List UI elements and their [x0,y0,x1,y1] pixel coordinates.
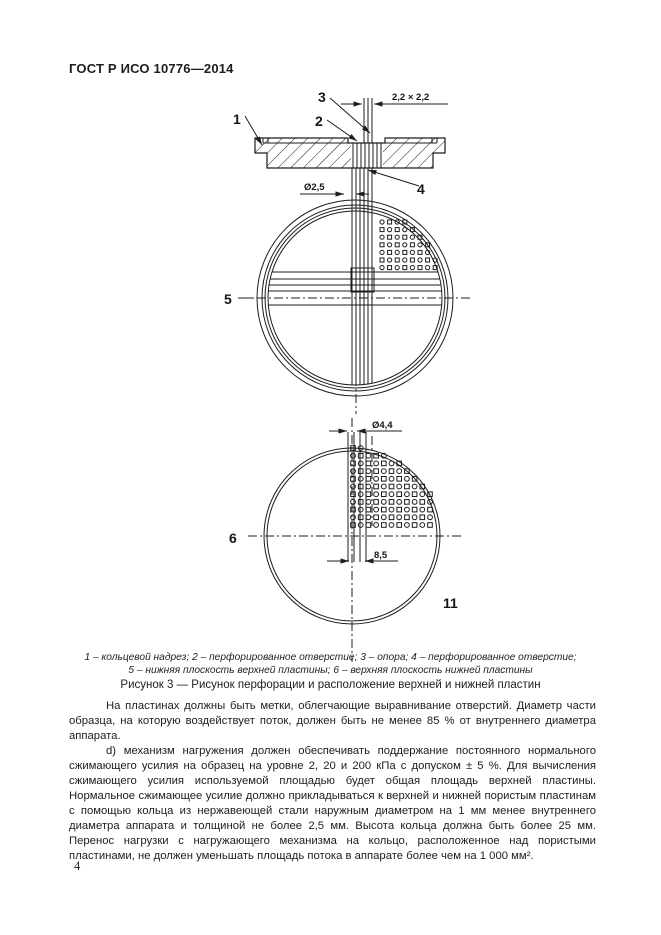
dim-top-slot-label: 2,2 × 2,2 [392,92,430,103]
legend-line-2: 5 – нижняя плоскость верхней пластины; 6 – верхняя плоскость нижней пластины [128,665,533,676]
figure-caption: Рисунок 3 — Рисунок перфорации и расположение верхней и нижней пластин [120,679,541,691]
dim-bottom-hole-label: Ø4,4 [372,420,393,431]
dim-top-hole-label: Ø2,5 [304,182,325,193]
legend-line-1: 1 – кольцевой надрез; 2 – перфорированное отверстие; 3 – опора; 4 – перфорированное отверстие; [84,652,577,663]
figure-linework [238,98,470,662]
callout-3-label: 3 [318,89,326,105]
callout-1-label: 1 [233,111,241,127]
page-number: 4 [74,859,81,873]
callout-5-label: 5 [224,291,232,307]
callout-6-label: 6 [229,530,237,546]
callout-4-label: 4 [417,181,425,197]
body-paragraph-2: d) механизм нагружения должен обеспечивать поддержание постоянного нормального сжимающего усилия на образец на уровне 2, 20 и 200 кПа с допуском ± 5 %. Для вычисления сжимающего усилия используемой площадью будет общая площадь верхней пластины. Нормальное сжимающее усилие должно прикладываться к верхней и нижней пористым пластинам с помощью кольца из нержавеющей стали наружным диаметром на 1 мм менее внутреннего диаметра аппарата и толщиной не более 2,5 мм. Высота кольца должна быть более 25 мм. Перенос нагрузки с нагружающего механизма на кольцо, расположенное над пористыми пластинами, не должен уменьшать площадь потока в аппарате более чем на 1 000 мм². [69,745,596,862]
callout-11-label: 11 [443,595,458,611]
callout-2-label: 2 [315,113,323,129]
dim-bottom-offset-label: 8,5 [374,550,388,561]
standard-header: ГОСТ Р ИСО 10776—2014 [69,61,234,76]
body-text [69,699,596,864]
body-paragraph-1: На пластинах должны быть метки, облегчающие выравнивание отверстий. Диаметр части образца, на которую воздействует поток, должен быть не менее 85 % от внутреннего диаметра аппарата. [69,700,596,742]
